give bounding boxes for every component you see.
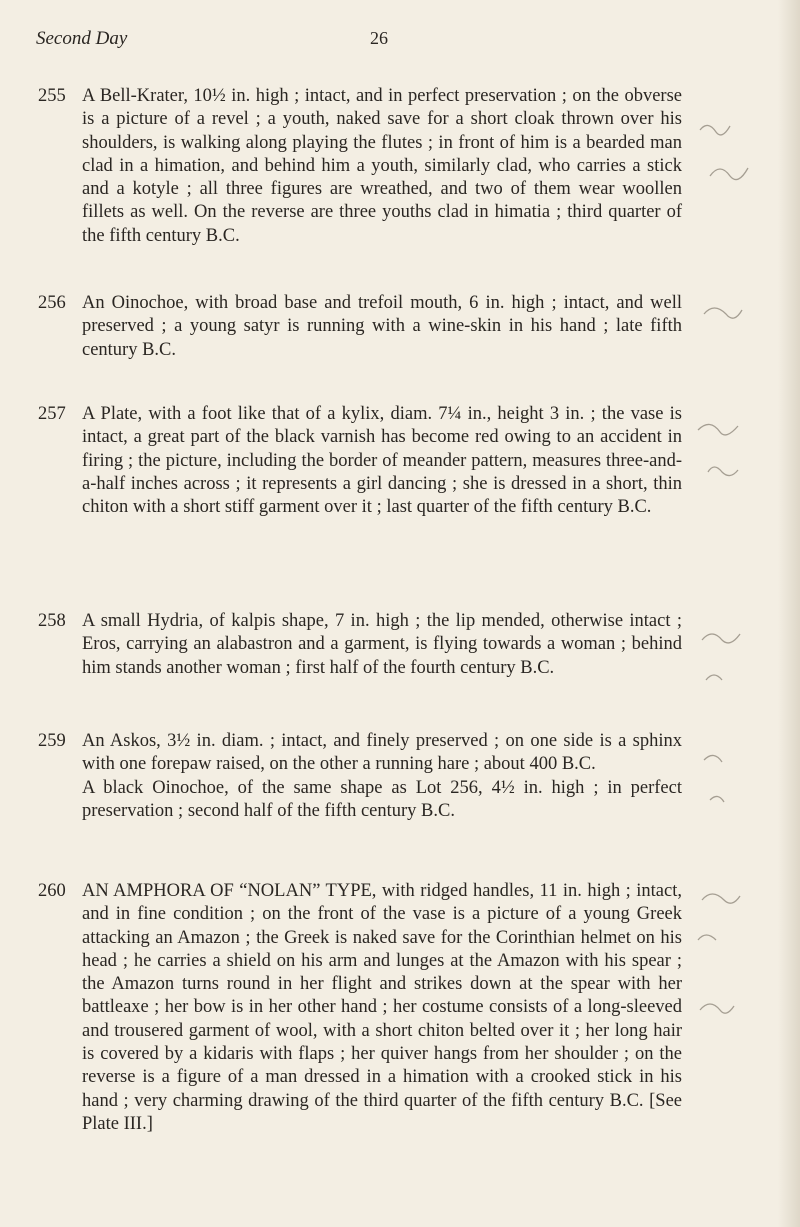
page-number: 26 xyxy=(370,28,388,48)
lot-description xyxy=(82,610,682,680)
lot-description xyxy=(82,880,682,1136)
lot-number: 259 xyxy=(38,731,66,751)
lot-description xyxy=(82,292,682,362)
lot-description xyxy=(82,85,682,248)
lot-number: 255 xyxy=(38,86,66,106)
lot-number: 258 xyxy=(38,611,66,631)
lot-paragraph: An Askos, 3½ in. diam. ; intact, and finely preserved ; on one side is a sphinx with one forepaw raised, on the other a running hare ; about 400 B.C. xyxy=(82,731,682,775)
lot-paragraph: An Oinochoe, with broad base and trefoil mouth, 6 in. high ; intact, and well preserved ; a young satyr is running with a wine-skin in his hand ; late fifth century B.C. xyxy=(82,293,682,360)
lot-paragraph: AN AMPHORA OF “NOLAN” TYPE, with ridged handles, 11 in. high ; intact, and in fine condition ; on the front of the vase is a picture of a young Greek attacking an Amazon ; the Greek is naked save for the Corinthian helmet on his head ; he carries a shield on his arm and lunges at the Amazon with his spear ; the Amazon turns round in her flight and strikes down at the spear with her battleaxe ; her bow is in her other hand ; her costume consists of a long-sleeved and trousered garment of wool, with a short chiton belted over it ; her long hair is covered by a kidaris with flaps ; her quiver hangs from her shoulder ; on the reverse is a figure of a man dressed in a himation with a crooked stick in his hand ; very charming drawing of the third quarter of the fifth century B.C. [See Plate III.] xyxy=(82,881,682,1134)
section-title: Second Day xyxy=(36,28,128,49)
lot-number: 256 xyxy=(38,293,66,313)
page-header xyxy=(0,28,800,48)
lot-paragraph: A Bell-Krater, 10½ in. high ; intact, and in perfect preservation ; on the obverse is a picture of a revel ; a youth, naked save for a short cloak thrown over his shoulders, is walking along playing the flutes ; in front of him is a bearded man clad in a himation, and behind him a youth, similarly clad, who carries a stick and a kotyle ; all three figures are wreathed, and two of them wear woollen fillets as well. On the reverse are three youths clad in himatia ; third quarter of the fifth century B.C. xyxy=(82,86,682,246)
lot-paragraph: A Plate, with a foot like that of a kylix, diam. 7¼ in., height 3 in. ; the vase is intact, a great part of the black varnish has become red owing to an accident in firing ; the picture, including the border of meander pattern, measures three-and-a-half inches across ; it represents a girl dancing ; she is dressed in a short, thin chiton with a short stiff garment over it ; last quarter of the fifth century B.C. xyxy=(82,404,682,518)
lot-description xyxy=(82,730,682,823)
lot-description xyxy=(82,403,682,519)
lot-number: 257 xyxy=(38,404,66,424)
page-edge-shadow xyxy=(778,0,800,1227)
lot-number: 260 xyxy=(38,881,66,901)
lot-paragraph: A black Oinochoe, of the same shape as Lot 256, 4½ in. high ; in perfect preservation ; second half of the fifth century B.C. xyxy=(82,777,682,821)
lot-paragraph: A small Hydria, of kalpis shape, 7 in. high ; the lip mended, otherwise intact ; Eros, carrying an alabastron and a garment, is flying towards a woman ; behind him stands another woman ; first half of the fourth century B.C. xyxy=(82,611,682,678)
